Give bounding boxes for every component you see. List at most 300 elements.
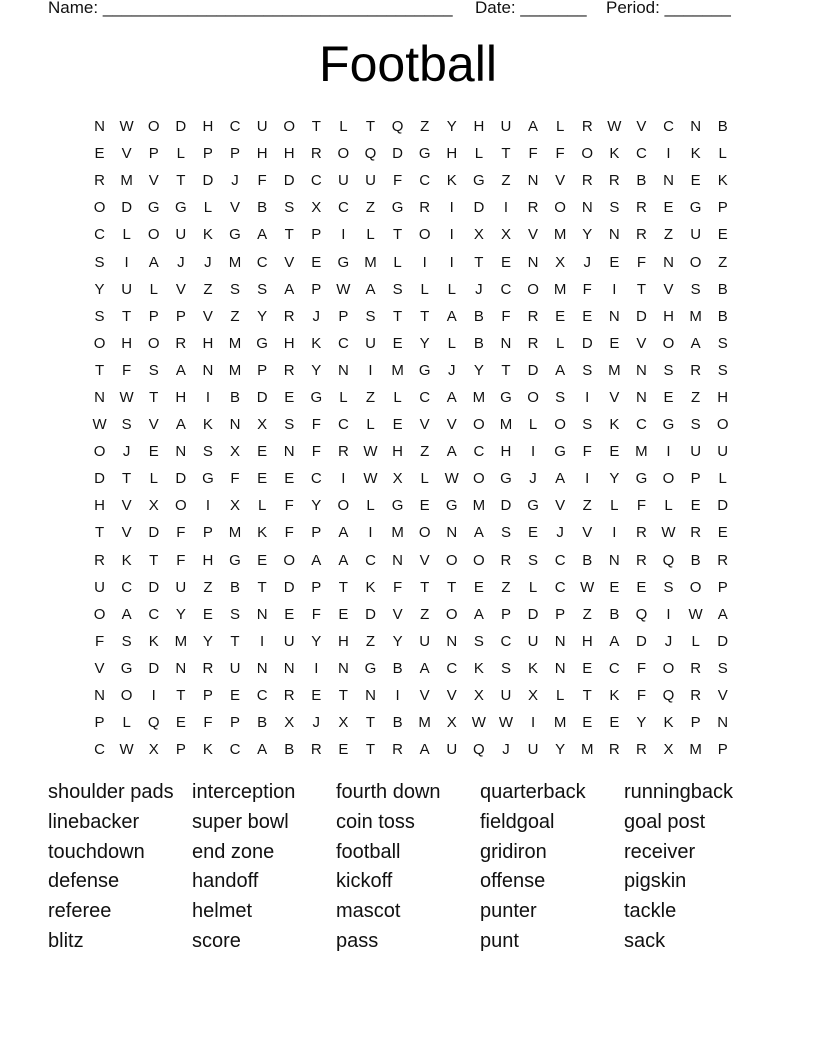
- grid-letter[interactable]: S: [94, 253, 105, 271]
- grid-letter[interactable]: G: [445, 497, 458, 515]
- grid-letter[interactable]: B: [392, 714, 403, 732]
- grid-letter[interactable]: P: [148, 307, 159, 325]
- grid-letter[interactable]: R: [608, 172, 620, 190]
- grid-letter[interactable]: R: [527, 334, 539, 352]
- grid-letter[interactable]: Y: [392, 632, 403, 650]
- grid-letter[interactable]: B: [690, 551, 701, 569]
- grid-letter[interactable]: I: [530, 714, 536, 732]
- grid-letter[interactable]: A: [365, 280, 376, 298]
- grid-letter[interactable]: E: [230, 687, 241, 705]
- grid-letter[interactable]: X: [528, 687, 539, 705]
- grid-letter[interactable]: Q: [391, 118, 404, 136]
- grid-letter[interactable]: E: [609, 253, 620, 271]
- grid-letter[interactable]: E: [419, 497, 430, 515]
- grid-letter[interactable]: I: [205, 388, 210, 406]
- grid-letter[interactable]: Z: [365, 388, 376, 406]
- grid-letter[interactable]: T: [392, 226, 403, 244]
- grid-letter[interactable]: E: [257, 443, 268, 461]
- grid-letter[interactable]: B: [284, 741, 295, 759]
- grid-letter[interactable]: S: [121, 416, 132, 434]
- grid-letter[interactable]: L: [447, 334, 456, 352]
- grid-letter[interactable]: Z: [582, 605, 592, 623]
- grid-letter[interactable]: L: [420, 280, 429, 298]
- grid-letter[interactable]: E: [148, 443, 159, 461]
- grid-letter[interactable]: R: [581, 172, 593, 190]
- grid-letter[interactable]: D: [527, 361, 539, 379]
- grid-letter[interactable]: J: [231, 172, 239, 190]
- grid-letter[interactable]: E: [717, 524, 728, 542]
- grid-letter[interactable]: S: [690, 416, 701, 434]
- grid-letter[interactable]: V: [636, 334, 647, 352]
- grid-letter[interactable]: F: [636, 687, 646, 705]
- grid-letter[interactable]: N: [94, 388, 105, 406]
- grid-letter[interactable]: T: [176, 687, 186, 705]
- grid-letter[interactable]: X: [473, 687, 484, 705]
- grid-letter[interactable]: Y: [175, 605, 186, 623]
- grid-letter[interactable]: I: [666, 145, 671, 163]
- grid-letter[interactable]: N: [608, 226, 620, 244]
- grid-letter[interactable]: S: [230, 605, 241, 623]
- grid-letter[interactable]: B: [717, 307, 728, 325]
- grid-letter[interactable]: C: [636, 145, 647, 163]
- grid-letter[interactable]: Q: [473, 741, 485, 759]
- grid-letter[interactable]: V: [528, 226, 539, 244]
- grid-letter[interactable]: C: [419, 388, 431, 406]
- grid-letter[interactable]: K: [202, 416, 213, 434]
- grid-letter[interactable]: R: [310, 741, 322, 759]
- grid-letter[interactable]: M: [689, 741, 702, 759]
- grid-letter[interactable]: K: [311, 334, 322, 352]
- grid-letter[interactable]: B: [717, 118, 728, 136]
- grid-letter[interactable]: E: [609, 714, 620, 732]
- grid-letter[interactable]: R: [690, 524, 702, 542]
- grid-letter[interactable]: E: [636, 578, 647, 596]
- grid-letter[interactable]: P: [717, 578, 728, 596]
- grid-letter[interactable]: P: [311, 578, 322, 596]
- grid-letter[interactable]: T: [94, 524, 105, 542]
- grid-letter[interactable]: P: [202, 687, 213, 705]
- grid-letter[interactable]: E: [284, 470, 295, 488]
- grid-letter[interactable]: S: [500, 659, 511, 677]
- grid-letter[interactable]: U: [527, 741, 539, 759]
- grid-letter[interactable]: T: [365, 118, 376, 136]
- grid-letter[interactable]: E: [582, 307, 593, 325]
- grid-letter[interactable]: D: [365, 605, 376, 623]
- grid-letter[interactable]: K: [528, 659, 539, 677]
- grid-letter[interactable]: I: [449, 226, 454, 244]
- grid-letter[interactable]: P: [175, 741, 186, 759]
- grid-letter[interactable]: S: [257, 280, 268, 298]
- grid-letter[interactable]: H: [446, 145, 458, 163]
- grid-letter[interactable]: H: [663, 307, 674, 325]
- grid-letter[interactable]: S: [555, 388, 566, 406]
- grid-letter[interactable]: S: [94, 307, 105, 325]
- grid-letter[interactable]: Y: [311, 632, 322, 650]
- grid-letter[interactable]: P: [257, 361, 268, 379]
- grid-letter[interactable]: Y: [555, 741, 566, 759]
- grid-letter[interactable]: D: [581, 334, 593, 352]
- grid-letter[interactable]: F: [311, 605, 321, 623]
- grid-letter[interactable]: B: [230, 578, 241, 596]
- grid-letter[interactable]: M: [228, 334, 242, 352]
- grid-letter[interactable]: G: [500, 388, 512, 406]
- grid-letter[interactable]: A: [446, 307, 457, 325]
- grid-letter[interactable]: O: [93, 605, 106, 623]
- grid-letter[interactable]: S: [148, 361, 159, 379]
- grid-letter[interactable]: M: [120, 172, 133, 190]
- grid-letter[interactable]: P: [500, 605, 511, 623]
- grid-letter[interactable]: O: [418, 524, 431, 542]
- grid-letter[interactable]: V: [175, 280, 186, 298]
- grid-letter[interactable]: R: [94, 551, 105, 569]
- grid-letter[interactable]: J: [475, 280, 483, 298]
- grid-letter[interactable]: V: [555, 172, 566, 190]
- grid-letter[interactable]: V: [419, 416, 430, 434]
- grid-letter[interactable]: M: [553, 714, 567, 732]
- grid-letter[interactable]: C: [636, 416, 647, 434]
- grid-letter[interactable]: B: [473, 334, 484, 352]
- grid-letter[interactable]: V: [121, 524, 132, 542]
- grid-letter[interactable]: U: [419, 632, 431, 650]
- grid-letter[interactable]: C: [500, 280, 512, 298]
- grid-letter[interactable]: N: [283, 659, 295, 677]
- date-field[interactable]: [475, 0, 587, 18]
- grid-letter[interactable]: L: [420, 470, 429, 488]
- grid-letter[interactable]: Y: [94, 280, 105, 298]
- grid-letter[interactable]: L: [366, 497, 375, 515]
- grid-letter[interactable]: R: [283, 687, 295, 705]
- grid-letter[interactable]: F: [582, 280, 592, 298]
- grid-letter[interactable]: L: [718, 470, 727, 488]
- grid-letter[interactable]: Q: [364, 145, 377, 163]
- grid-letter[interactable]: W: [661, 524, 676, 542]
- grid-letter[interactable]: N: [663, 172, 674, 190]
- grid-letter[interactable]: S: [284, 416, 295, 434]
- grid-letter[interactable]: O: [689, 578, 702, 596]
- grid-letter[interactable]: N: [554, 632, 566, 650]
- grid-letter[interactable]: G: [391, 497, 404, 515]
- grid-letter[interactable]: O: [337, 145, 350, 163]
- grid-letter[interactable]: A: [419, 659, 430, 677]
- grid-letter[interactable]: Z: [365, 632, 376, 650]
- grid-letter[interactable]: T: [284, 226, 294, 244]
- grid-letter[interactable]: P: [690, 714, 701, 732]
- grid-letter[interactable]: I: [260, 632, 265, 650]
- grid-letter[interactable]: A: [257, 226, 268, 244]
- grid-letter[interactable]: L: [664, 497, 673, 515]
- grid-letter[interactable]: N: [554, 659, 566, 677]
- grid-letter[interactable]: U: [175, 578, 187, 596]
- grid-letter[interactable]: U: [365, 334, 376, 352]
- grid-letter[interactable]: X: [230, 443, 241, 461]
- grid-letter[interactable]: R: [636, 199, 647, 217]
- grid-letter[interactable]: I: [585, 470, 590, 488]
- grid-letter[interactable]: I: [422, 253, 427, 271]
- grid-letter[interactable]: I: [612, 524, 617, 542]
- grid-letter[interactable]: M: [553, 226, 567, 244]
- grid-letter[interactable]: X: [446, 714, 457, 732]
- grid-letter[interactable]: O: [445, 605, 458, 623]
- grid-letter[interactable]: N: [94, 687, 105, 705]
- grid-letter[interactable]: N: [581, 199, 593, 217]
- grid-letter[interactable]: F: [501, 307, 511, 325]
- grid-letter[interactable]: A: [446, 443, 457, 461]
- grid-letter[interactable]: P: [202, 524, 213, 542]
- grid-letter[interactable]: G: [202, 470, 214, 488]
- grid-letter[interactable]: K: [148, 632, 159, 650]
- grid-letter[interactable]: F: [230, 470, 240, 488]
- grid-letter[interactable]: E: [717, 226, 728, 244]
- grid-letter[interactable]: R: [608, 741, 620, 759]
- grid-letter[interactable]: M: [635, 443, 648, 461]
- grid-letter[interactable]: I: [314, 659, 319, 677]
- grid-letter[interactable]: L: [691, 632, 700, 650]
- grid-letter[interactable]: J: [664, 632, 673, 650]
- grid-letter[interactable]: Z: [203, 280, 213, 298]
- grid-letter[interactable]: R: [690, 687, 702, 705]
- grid-letter[interactable]: N: [94, 118, 105, 136]
- grid-letter[interactable]: N: [256, 605, 268, 623]
- grid-letter[interactable]: A: [121, 605, 132, 623]
- grid-letter[interactable]: C: [256, 253, 268, 271]
- grid-letter[interactable]: C: [94, 741, 105, 759]
- grid-letter[interactable]: D: [175, 118, 187, 136]
- grid-letter[interactable]: W: [688, 605, 703, 623]
- grid-letter[interactable]: R: [690, 659, 702, 677]
- grid-letter[interactable]: J: [312, 714, 321, 732]
- grid-letter[interactable]: X: [148, 497, 159, 515]
- grid-letter[interactable]: C: [419, 172, 431, 190]
- grid-letter[interactable]: L: [122, 226, 131, 244]
- grid-letter[interactable]: O: [716, 416, 729, 434]
- grid-letter[interactable]: V: [446, 416, 457, 434]
- grid-letter[interactable]: C: [256, 687, 268, 705]
- grid-letter[interactable]: L: [176, 145, 185, 163]
- grid-letter[interactable]: U: [121, 280, 133, 298]
- grid-letter[interactable]: S: [121, 632, 132, 650]
- grid-letter[interactable]: C: [337, 416, 349, 434]
- grid-letter[interactable]: R: [310, 145, 322, 163]
- grid-letter[interactable]: E: [202, 605, 213, 623]
- grid-letter[interactable]: H: [121, 334, 133, 352]
- grid-letter[interactable]: F: [555, 145, 565, 163]
- grid-letter[interactable]: N: [337, 659, 349, 677]
- grid-letter[interactable]: Q: [635, 605, 648, 623]
- grid-letter[interactable]: N: [636, 361, 647, 379]
- grid-letter[interactable]: G: [689, 199, 702, 217]
- grid-letter[interactable]: R: [283, 361, 295, 379]
- grid-letter[interactable]: Y: [582, 226, 593, 244]
- grid-letter[interactable]: V: [582, 524, 593, 542]
- name-field[interactable]: [48, 0, 453, 18]
- grid-letter[interactable]: C: [608, 659, 620, 677]
- grid-letter[interactable]: U: [256, 118, 268, 136]
- grid-letter[interactable]: T: [311, 118, 321, 136]
- grid-letter[interactable]: A: [690, 334, 701, 352]
- grid-letter[interactable]: I: [666, 443, 671, 461]
- grid-letter[interactable]: M: [553, 280, 567, 298]
- grid-letter[interactable]: J: [177, 253, 185, 271]
- grid-letter[interactable]: S: [392, 280, 403, 298]
- grid-letter[interactable]: D: [202, 172, 214, 190]
- grid-letter[interactable]: Z: [501, 172, 511, 190]
- grid-letter[interactable]: C: [337, 199, 349, 217]
- grid-letter[interactable]: F: [636, 253, 646, 271]
- grid-letter[interactable]: V: [419, 551, 430, 569]
- grid-letter[interactable]: A: [555, 470, 566, 488]
- grid-letter[interactable]: D: [717, 497, 729, 515]
- grid-letter[interactable]: X: [392, 470, 403, 488]
- grid-letter[interactable]: Y: [257, 307, 268, 325]
- grid-letter[interactable]: V: [609, 388, 620, 406]
- grid-letter[interactable]: T: [257, 578, 267, 596]
- grid-letter[interactable]: G: [635, 470, 648, 488]
- grid-letter[interactable]: E: [284, 388, 295, 406]
- grid-letter[interactable]: T: [420, 578, 430, 596]
- grid-letter[interactable]: P: [717, 199, 728, 217]
- grid-letter[interactable]: P: [148, 145, 159, 163]
- grid-letter[interactable]: V: [446, 687, 457, 705]
- grid-letter[interactable]: A: [257, 741, 268, 759]
- grid-letter[interactable]: J: [204, 253, 212, 271]
- grid-letter[interactable]: Z: [582, 497, 592, 515]
- grid-letter[interactable]: F: [311, 443, 321, 461]
- grid-letter[interactable]: G: [229, 226, 241, 244]
- grid-letter[interactable]: S: [663, 361, 674, 379]
- grid-letter[interactable]: Y: [446, 118, 457, 136]
- grid-letter[interactable]: T: [365, 741, 376, 759]
- grid-letter[interactable]: L: [366, 226, 375, 244]
- grid-letter[interactable]: X: [257, 416, 268, 434]
- grid-letter[interactable]: E: [609, 578, 620, 596]
- grid-letter[interactable]: H: [473, 118, 485, 136]
- grid-letter[interactable]: N: [175, 659, 187, 677]
- grid-letter[interactable]: R: [636, 551, 647, 569]
- grid-letter[interactable]: V: [284, 253, 295, 271]
- grid-letter[interactable]: M: [391, 361, 404, 379]
- grid-letter[interactable]: O: [93, 443, 106, 461]
- grid-letter[interactable]: L: [474, 145, 484, 163]
- grid-letter[interactable]: A: [609, 632, 620, 650]
- grid-letter[interactable]: S: [717, 659, 728, 677]
- grid-letter[interactable]: D: [500, 497, 512, 515]
- grid-letter[interactable]: T: [447, 578, 457, 596]
- grid-letter[interactable]: S: [365, 307, 376, 325]
- grid-letter[interactable]: W: [580, 578, 595, 596]
- grid-letter[interactable]: I: [449, 199, 454, 217]
- grid-letter[interactable]: C: [365, 551, 376, 569]
- grid-letter[interactable]: V: [121, 497, 132, 515]
- grid-letter[interactable]: X: [284, 714, 295, 732]
- grid-letter[interactable]: L: [257, 497, 267, 515]
- grid-letter[interactable]: Z: [718, 253, 728, 271]
- grid-letter[interactable]: S: [690, 280, 701, 298]
- grid-letter[interactable]: A: [528, 118, 539, 136]
- grid-letter[interactable]: B: [392, 659, 403, 677]
- grid-letter[interactable]: S: [717, 361, 728, 379]
- grid-letter[interactable]: D: [121, 199, 133, 217]
- grid-letter[interactable]: T: [338, 687, 348, 705]
- grid-letter[interactable]: K: [257, 524, 268, 542]
- grid-letter[interactable]: G: [174, 199, 187, 217]
- grid-letter[interactable]: U: [283, 632, 295, 650]
- grid-letter[interactable]: N: [527, 253, 539, 271]
- grid-letter[interactable]: P: [202, 145, 213, 163]
- grid-letter[interactable]: R: [581, 118, 593, 136]
- grid-letter[interactable]: T: [230, 632, 240, 650]
- grid-letter[interactable]: R: [636, 524, 647, 542]
- grid-letter[interactable]: C: [663, 118, 674, 136]
- grid-letter[interactable]: M: [418, 714, 431, 732]
- grid-letter[interactable]: R: [202, 659, 214, 677]
- grid-letter[interactable]: B: [582, 551, 593, 569]
- grid-letter[interactable]: H: [175, 388, 187, 406]
- grid-letter[interactable]: K: [609, 145, 620, 163]
- grid-letter[interactable]: T: [122, 470, 132, 488]
- grid-letter[interactable]: L: [203, 199, 213, 217]
- grid-letter[interactable]: I: [530, 443, 536, 461]
- grid-letter[interactable]: X: [148, 741, 159, 759]
- grid-letter[interactable]: Q: [147, 714, 160, 732]
- grid-letter[interactable]: E: [284, 605, 295, 623]
- grid-letter[interactable]: H: [581, 632, 593, 650]
- grid-letter[interactable]: Y: [609, 470, 620, 488]
- grid-letter[interactable]: E: [500, 253, 511, 271]
- grid-letter[interactable]: W: [363, 470, 378, 488]
- grid-letter[interactable]: W: [498, 714, 514, 732]
- grid-letter[interactable]: A: [338, 551, 349, 569]
- grid-letter[interactable]: T: [501, 361, 511, 379]
- grid-letter[interactable]: T: [582, 687, 592, 705]
- grid-letter[interactable]: K: [717, 172, 728, 190]
- grid-letter[interactable]: G: [310, 388, 323, 406]
- grid-letter[interactable]: O: [93, 334, 106, 352]
- grid-letter[interactable]: T: [338, 578, 348, 596]
- grid-letter[interactable]: O: [147, 334, 160, 352]
- grid-letter[interactable]: I: [449, 253, 454, 271]
- grid-letter[interactable]: D: [717, 632, 729, 650]
- grid-letter[interactable]: X: [338, 714, 349, 732]
- grid-letter[interactable]: O: [147, 118, 160, 136]
- grid-letter[interactable]: D: [473, 199, 485, 217]
- grid-letter[interactable]: S: [528, 551, 539, 569]
- grid-letter[interactable]: Z: [203, 578, 213, 596]
- grid-letter[interactable]: B: [636, 172, 647, 190]
- grid-letter[interactable]: G: [554, 443, 566, 461]
- grid-letter[interactable]: L: [393, 388, 402, 406]
- grid-letter[interactable]: I: [395, 687, 400, 705]
- grid-letter[interactable]: Z: [501, 578, 511, 596]
- grid-letter[interactable]: A: [473, 524, 484, 542]
- grid-letter[interactable]: R: [392, 741, 403, 759]
- grid-letter[interactable]: G: [473, 172, 485, 190]
- grid-letter[interactable]: D: [636, 307, 647, 325]
- grid-letter[interactable]: L: [339, 118, 348, 136]
- grid-letter[interactable]: V: [148, 416, 159, 434]
- grid-letter[interactable]: K: [663, 714, 674, 732]
- grid-letter[interactable]: Z: [420, 118, 430, 136]
- grid-letter[interactable]: P: [230, 145, 241, 163]
- grid-letter[interactable]: I: [368, 361, 373, 379]
- grid-letter[interactable]: I: [151, 687, 156, 705]
- grid-letter[interactable]: V: [230, 199, 241, 217]
- grid-letter[interactable]: V: [419, 687, 430, 705]
- grid-letter[interactable]: K: [473, 659, 484, 677]
- grid-letter[interactable]: T: [365, 714, 376, 732]
- grid-letter[interactable]: T: [420, 307, 430, 325]
- grid-letter[interactable]: B: [609, 605, 620, 623]
- grid-letter[interactable]: R: [636, 741, 647, 759]
